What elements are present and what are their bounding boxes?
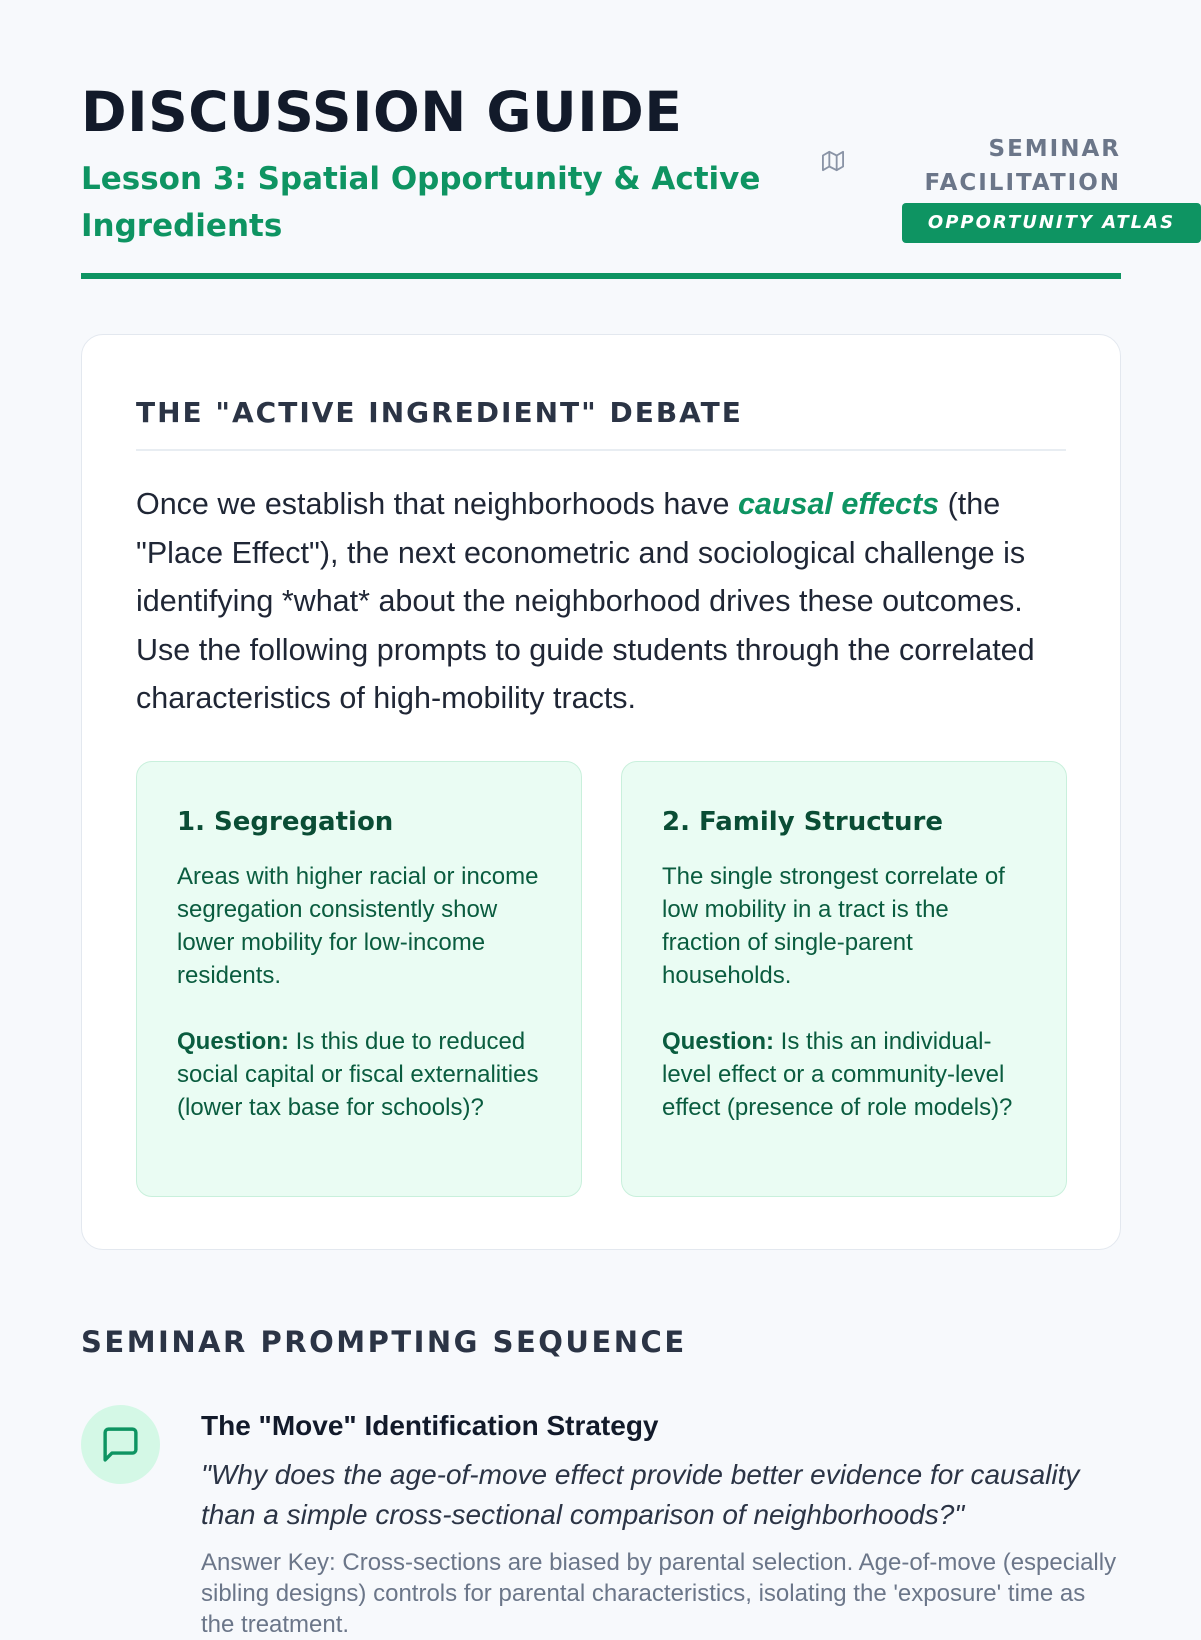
ingredient-description: Areas with higher racial or income segregation consistently show lower mobility for low-income residents. <box>177 863 539 989</box>
prompt-quote: "Why does the age-of-move effect provide better evidence for causality than a simple cross-sectional comparison of neighborhoods?" <box>201 1459 1080 1530</box>
prompt-item <box>81 1405 1121 1638</box>
intro-text-start: Once we establish that neighborhoods have <box>136 487 738 521</box>
page-title: DISCUSSION GUIDE <box>81 80 683 144</box>
prompt-answer-key: Answer Key: Cross-sections are biased by parental selection. Age-of-move (especially sibling designs) controls for parental characteristics, isolating the 'exposure' time as the treatment. <box>201 1549 1117 1638</box>
ingredient-title: 1. Segregation <box>177 807 394 837</box>
question-text: Is this due to reduced social capital or fiscal externalities (lower tax base for schools)? <box>177 1028 539 1121</box>
card-title: THE "ACTIVE INGREDIENT" DEBATE <box>136 396 743 429</box>
ingredient-title: 2. Family Structure <box>662 807 944 837</box>
intro-text-end: (the "Place Effect"), the next econometric and sociological challenge is identifying *what* about the neighborhood drives these outcomes. Use the following prompts to guide students through the correlated characteristics of high-mobility tracts. <box>136 487 1035 715</box>
chat-icon <box>81 1405 160 1484</box>
section-title-prompting-sequence: SEMINAR PROMPTING SEQUENCE <box>81 1325 687 1359</box>
question-label: Question: <box>662 1028 774 1055</box>
question-label: Question: <box>177 1028 289 1055</box>
prompt-title: The "Move" Identification Strategy <box>201 1410 659 1441</box>
header-divider <box>81 273 1121 279</box>
ingredient-question <box>177 1025 547 1124</box>
intro-emphasis: causal effects <box>737 487 940 521</box>
opportunity-atlas-badge: OPPORTUNITY ATLAS <box>902 203 1201 243</box>
ingredient-description: The single strongest correlate of low mobility in a tract is the fraction of single-parent households. <box>662 863 1005 989</box>
map-icon <box>822 150 844 172</box>
question-text: Is this an individual-level effect or a community-level effect (presence of role models)? <box>662 1028 1013 1121</box>
active-ingredient-card <box>81 334 1121 1250</box>
ingredient-box-segregation <box>136 761 582 1197</box>
intro-paragraph <box>136 480 1066 723</box>
page-header <box>81 80 1176 280</box>
header-meta <box>822 132 1176 244</box>
ingredient-box-family-structure <box>621 761 1067 1197</box>
ingredient-question <box>662 1025 1032 1124</box>
lesson-subtitle: Lesson 3: Spatial Opportunity & Active Ingredients <box>81 161 761 244</box>
card-divider <box>136 449 1066 451</box>
seminar-facilitation-label: SEMINAR FACILITATION <box>924 136 1121 196</box>
